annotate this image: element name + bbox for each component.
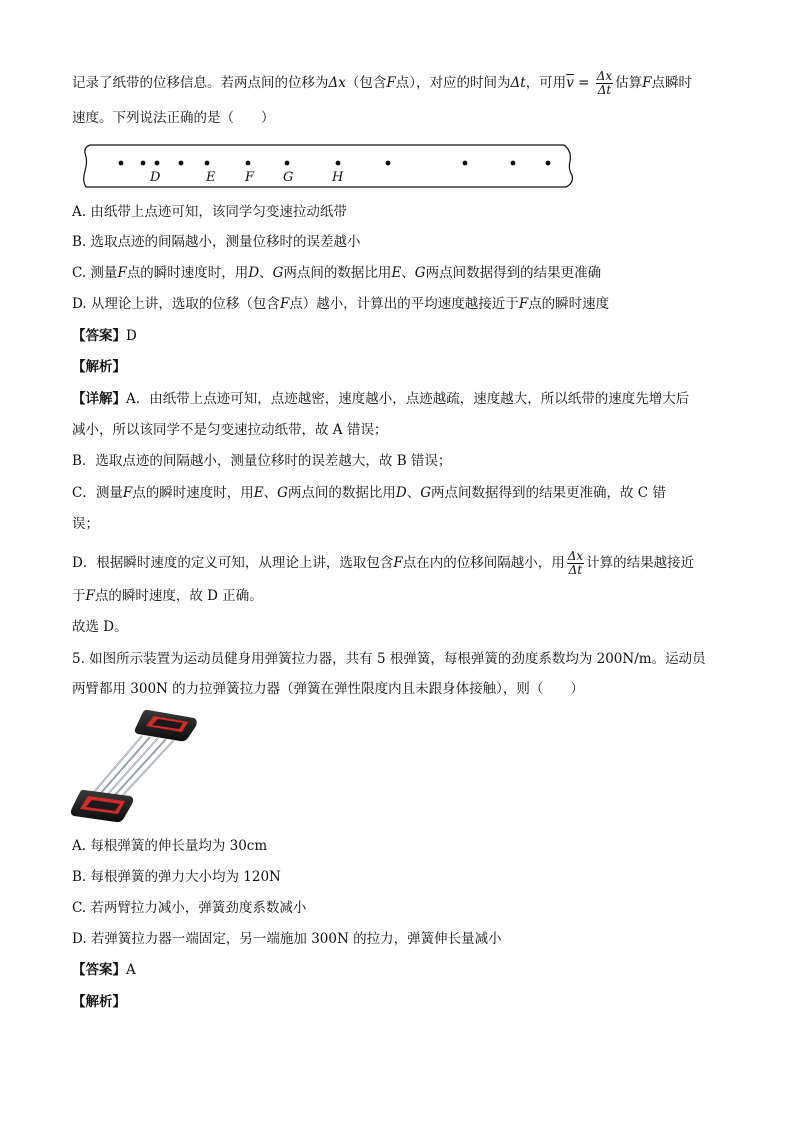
point-e: E [253,485,264,501]
detail-d-line-1 [72,550,694,577]
detail-text: 点的瞬时速度，故 D 正确。 [94,588,263,604]
tape-dot [336,161,341,166]
spring-expander-figure [70,704,200,826]
label-f: F [245,170,255,185]
v-bar: $\overline{v}$ [566,75,574,91]
tape-dot [463,161,468,166]
answer-label: 【答案】 [72,962,126,978]
tape-dot [246,161,251,166]
detail-fraction [567,550,584,577]
point-g: G [414,265,426,281]
point-d: D [395,485,407,501]
point-e: E [391,265,402,281]
tape-dot [179,161,184,166]
detail-text: 两点间数据得到的结果更准确，故 C 错 [431,485,666,501]
point-f: F [122,485,133,501]
fraction-numerator: Δx [567,549,584,563]
label-e: E [206,170,216,185]
detail-c-line-1 [72,483,666,503]
option-text: 两点间的数据比用 [283,265,392,281]
option-text: 、 [259,265,273,281]
detail-text: C．测量 [72,485,123,501]
point-f: F [393,555,403,571]
fraction-denominator: Δt [568,563,583,577]
detail-text: 点的瞬时速度时，用 [132,485,254,501]
question-4-stem-line-1 [72,70,692,97]
detail-text: 、 [406,485,421,501]
tape-dot [141,161,146,166]
answer-value: D [126,328,137,344]
q5-option-d: D. 若弹簧拉力器一端固定，另一端施加 300N 的拉力，弹簧伸长量减小 [72,931,502,947]
detail-text: 两点间的数据比用 [287,485,396,501]
detail-text: 计算的结果越接近 [586,555,695,571]
point-d: D [248,265,260,281]
velocity-fraction [596,70,613,97]
question-4-stem-line-2: 速度。下列说法正确的是（ ） [72,110,275,126]
option-text: C. 测量 [72,265,118,281]
tape-dot [155,161,160,166]
option-text: 两点间数据得到的结果更准确 [425,265,602,281]
detail-text: 点在内的位移间隔越小，用 [402,555,565,571]
q4-answer [72,326,137,346]
option-text: 点的瞬时速度时，用 [126,265,249,281]
tape-dot [119,161,124,166]
tape-dot [511,161,516,166]
tape-dot [546,161,551,166]
option-text: 点）越小，计算出的平均速度越接近于 [289,296,519,312]
tape-dots [119,161,551,166]
point-f: F [518,296,529,312]
point-g: G [277,485,288,501]
tape-dot [205,161,210,166]
detail-text: A．由纸带上点迹可知，点迹越密，速度越小，点迹越疏，速度越大，所以纸带的速度先增大后 [126,391,690,407]
point-f: F [642,75,652,91]
label-d: D [150,170,161,185]
delta-x: Δx [328,75,346,91]
q5-option-b: B. 每根弹簧的弹力大小均为 120N [72,869,281,885]
stem-text: ，可用 [525,75,567,91]
q5-answer [72,960,136,980]
paper-tape-figure [82,143,574,189]
stem-text: 点瞬时 [651,75,693,91]
fraction-denominator: Δt [597,83,612,97]
option-a: A. 由纸带上点迹可知，该同学匀变速拉动纸带 [72,204,347,220]
tape-dot [386,161,391,166]
option-text: 点的瞬时速度 [528,296,610,312]
question-5-stem-line-2: 两臂都用 300N 的力拉弹簧拉力器（弹簧在弹性限度内且未跟身体接触），则（ ） [72,681,584,697]
stem-text: 估算 [615,75,643,91]
delta-t: Δt [510,75,526,91]
label-g: G [283,170,294,185]
detail-d-line-2 [72,586,263,606]
question-5-stem-line-1: 5. 如图所示装置为运动员健身用弹簧拉力器，共有 5 根弹簧，每根弹簧的劲度系数均为 200N/m。运动员 [72,651,706,667]
point-f: F [279,296,290,312]
detail-a-line-2: 减小，所以该同学不是匀变速拉动纸带，故 A 错误； [72,422,388,438]
option-b: B. 选取点迹的间隔越小，测量位移时的误差越小 [72,234,361,250]
detail-text: D．根据瞬时速度的定义可知，从理论上讲，选取包含 [72,555,394,571]
fraction-numerator: Δx [596,69,613,83]
point-g: G [420,485,431,501]
detail-b: B．选取点迹的间隔越小，测量位移时的误差越大，故 B 错误； [72,453,452,469]
answer-value: A [126,962,136,978]
stem-text: 记录了纸带的位移信息。若两点间的位移为 [72,75,329,91]
q5-analysis-label: 【解析】 [72,994,126,1010]
point-f: F [117,265,127,281]
equals-sign: = [578,75,590,91]
option-text: 、 [401,265,415,281]
stem-text: 点），对应的时间为 [395,75,511,91]
detail-text: 、 [263,485,278,501]
option-c [72,263,601,283]
point-g: G [272,265,284,281]
point-f: F [85,588,95,604]
answer-label: 【答案】 [72,328,126,344]
label-h: H [332,170,344,185]
detail-c-line-2: 误； [72,516,99,532]
option-text: D. 从理论上讲，选取的位移（包含 [72,296,280,312]
stem-text: （包含 [345,75,387,91]
detail-label: 【详解】 [72,391,126,407]
q5-option-c: C. 若两臂拉力减小，弹簧劲度系数减小 [72,900,307,916]
detail-a-line-1 [72,389,689,409]
detail-conclusion: 故选 D。 [72,619,128,635]
tape-dot [285,161,290,166]
option-d [72,294,609,314]
point-f: F [386,75,396,91]
detail-text: 于 [72,588,86,604]
q4-analysis-label: 【解析】 [72,359,126,375]
top-handle [135,710,197,741]
q5-option-a: A. 每根弹簧的伸长量均为 30cm [72,838,268,854]
